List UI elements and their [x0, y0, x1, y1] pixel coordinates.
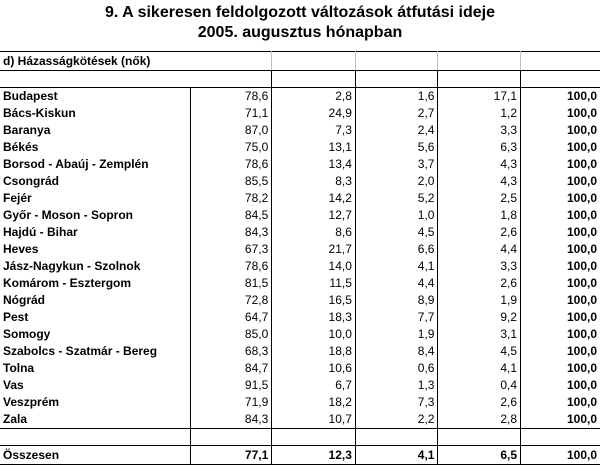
- value-col-3: 8,4: [355, 343, 438, 360]
- value-col-2: 24,9: [272, 105, 356, 122]
- county-name: Budapest: [0, 88, 190, 106]
- value-col-2: 12,7: [272, 207, 356, 224]
- value-col-1: 84,3: [190, 411, 272, 429]
- table-row: [0, 190, 600, 207]
- value-col-3: 1,3: [355, 377, 438, 394]
- value-col-1: 67,3: [190, 241, 272, 258]
- value-col-1: 71,9: [190, 394, 272, 411]
- value-col-1: 84,5: [190, 207, 272, 224]
- value-col-3: 3,7: [355, 156, 438, 173]
- county-name: Zala: [0, 411, 190, 429]
- value-col-2: 2,8: [272, 88, 356, 106]
- blank-cell: [521, 71, 600, 88]
- value-col-4: 1,8: [438, 207, 521, 224]
- summary-value-col-1: 77,1: [190, 446, 272, 465]
- value-col-2: 18,2: [272, 394, 356, 411]
- value-col-3: 2,0: [355, 173, 438, 190]
- value-col-3: 4,1: [355, 258, 438, 275]
- value-col-1: 84,3: [190, 224, 272, 241]
- value-col-2: 13,4: [272, 156, 356, 173]
- value-col-4: 4,3: [438, 156, 521, 173]
- county-name: Heves: [0, 241, 190, 258]
- value-col-3: 7,7: [355, 309, 438, 326]
- county-name: Somogy: [0, 326, 190, 343]
- county-name: Borsod - Abaúj - Zemplén: [0, 156, 190, 173]
- total-value: 100,0: [566, 395, 597, 409]
- spacer-cell: [190, 429, 272, 446]
- value-col-1: 78,2: [190, 190, 272, 207]
- value-col-3: 6,6: [355, 241, 438, 258]
- value-col-2: 8,6: [272, 224, 356, 241]
- value-col-1: 91,5: [190, 377, 272, 394]
- total-value: 100,0: [566, 310, 597, 324]
- value-col-1: 75,0: [190, 139, 272, 156]
- total-value: 100,0: [566, 242, 597, 256]
- value-col-4: 4,1: [438, 360, 521, 377]
- county-name: Baranya: [0, 122, 190, 139]
- table-row: [0, 88, 600, 106]
- table-row: [0, 139, 600, 156]
- total-value: 100,0: [521, 411, 600, 429]
- value-col-1: 78,6: [190, 258, 272, 275]
- county-name: Komárom - Esztergom: [0, 275, 190, 292]
- value-col-4: 3,3: [438, 122, 521, 139]
- blank-cell: [438, 71, 521, 88]
- value-col-3: 0,6: [355, 360, 438, 377]
- value-col-4: 2,8: [438, 411, 521, 429]
- value-col-1: 84,7: [190, 360, 272, 377]
- total-value: 100,0: [566, 344, 597, 358]
- county-name: Bács-Kiskun: [0, 105, 190, 122]
- county-name: Szabolcs - Szatmár - Bereg: [0, 343, 190, 360]
- county-name: Pest: [0, 309, 190, 326]
- value-col-4: 6,3: [438, 139, 521, 156]
- value-col-1: 64,7: [190, 309, 272, 326]
- blank-cell: [355, 71, 438, 88]
- table-row: [0, 292, 600, 309]
- value-col-2: 11,5: [272, 275, 356, 292]
- value-col-3: 5,2: [355, 190, 438, 207]
- value-col-2: 7,3: [272, 122, 356, 139]
- county-name: Jász-Nagykun - Szolnok: [0, 258, 190, 275]
- value-col-4: 0,4: [438, 377, 521, 394]
- value-col-2: 14,0: [272, 258, 356, 275]
- value-col-2: 10,0: [272, 326, 356, 343]
- blank-cell: [0, 71, 190, 88]
- header-cell: [190, 52, 272, 71]
- total-value: 100,0: [566, 225, 597, 239]
- county-name: Győr - Moson - Sopron: [0, 207, 190, 224]
- total-value: 100,0: [566, 89, 597, 103]
- spacer-cell: [272, 429, 356, 446]
- summary-value-col-2: 12,3: [272, 446, 356, 465]
- value-col-4: 17,1: [438, 88, 521, 106]
- county-name: Békés: [0, 139, 190, 156]
- spacer-cell: [0, 429, 190, 446]
- table-body: [0, 52, 600, 465]
- summary-total-value: 100,0: [521, 446, 600, 465]
- total-value: 100,0: [566, 327, 597, 341]
- total-value: 100,0: [566, 276, 597, 290]
- table-row: [0, 173, 600, 190]
- county-name: Veszprém: [0, 394, 190, 411]
- table-row: [0, 207, 600, 224]
- header-cell: [438, 52, 521, 71]
- blank-cell: [190, 71, 272, 88]
- value-col-2: 16,5: [272, 292, 356, 309]
- table-row: [0, 156, 600, 173]
- header-cell: [355, 52, 438, 71]
- blank-row: [0, 71, 600, 88]
- value-col-2: 8,3: [272, 173, 356, 190]
- value-col-1: 68,3: [190, 343, 272, 360]
- value-col-1: 85,0: [190, 326, 272, 343]
- value-col-3: 5,6: [355, 139, 438, 156]
- summary-value-col-3: 4,1: [355, 446, 438, 465]
- county-name: Nógrád: [0, 292, 190, 309]
- total-value: 100,0: [566, 157, 597, 171]
- value-col-1: 85,5: [190, 173, 272, 190]
- value-col-2: 18,8: [272, 343, 356, 360]
- value-col-4: 9,2: [438, 309, 521, 326]
- table-row: [0, 377, 600, 394]
- total-value: 100,0: [566, 174, 597, 188]
- value-col-2: 6,7: [272, 377, 356, 394]
- table-row: [0, 309, 600, 326]
- value-col-4: 3,3: [438, 258, 521, 275]
- table-row: [0, 275, 600, 292]
- value-col-4: 2,5: [438, 190, 521, 207]
- blank-cell: [272, 71, 356, 88]
- table-row: [0, 360, 600, 377]
- county-name: Vas: [0, 377, 190, 394]
- value-col-4: 1,9: [438, 292, 521, 309]
- value-col-3: 2,4: [355, 122, 438, 139]
- total-value: 100,0: [566, 361, 597, 375]
- value-col-4: 2,6: [438, 394, 521, 411]
- section-label: d) Házasságkötések (nők): [0, 52, 190, 71]
- county-name: Csongrád: [0, 173, 190, 190]
- value-col-4: 4,4: [438, 241, 521, 258]
- value-col-1: 78,6: [190, 156, 272, 173]
- value-col-3: 1,6: [355, 88, 438, 106]
- county-name: Tolna: [0, 360, 190, 377]
- report-title-line-2: 2005. augusztus hónapban: [197, 24, 403, 41]
- table-row: [0, 411, 600, 429]
- spacer-cell: [438, 429, 521, 446]
- value-col-3: 1,9: [355, 326, 438, 343]
- header-cell: [272, 52, 356, 71]
- table-row: [0, 258, 600, 275]
- section-header-row: [0, 52, 600, 71]
- county-name: Hajdú - Bihar: [0, 224, 190, 241]
- total-value: 100,0: [566, 293, 597, 307]
- value-col-2: 13,1: [272, 139, 356, 156]
- value-col-1: 72,8: [190, 292, 272, 309]
- table-row: [0, 241, 600, 258]
- header-cell: [521, 52, 600, 71]
- value-col-1: 87,0: [190, 122, 272, 139]
- summary-row: [0, 446, 600, 465]
- county-name: Fejér: [0, 190, 190, 207]
- table-row: [0, 105, 600, 122]
- table-row: [0, 122, 600, 139]
- value-col-4: 3,1: [438, 326, 521, 343]
- report-title-line-1: 9. A sikeresen feldolgozott változások átfutási ideje: [104, 4, 496, 21]
- value-col-3: 4,5: [355, 224, 438, 241]
- value-col-1: 78,6: [190, 88, 272, 106]
- value-col-1: 81,5: [190, 275, 272, 292]
- value-col-4: 2,6: [438, 275, 521, 292]
- value-col-2: 10,7: [272, 411, 356, 429]
- total-value: 100,0: [566, 259, 597, 273]
- value-col-2: 21,7: [272, 241, 356, 258]
- duration-table: [0, 51, 600, 465]
- value-col-3: 7,3: [355, 394, 438, 411]
- table-row: [0, 343, 600, 360]
- value-col-4: 4,5: [438, 343, 521, 360]
- value-col-3: 2,7: [355, 105, 438, 122]
- value-col-3: 8,9: [355, 292, 438, 309]
- value-col-4: 2,6: [438, 224, 521, 241]
- table-row: [0, 394, 600, 411]
- table-row: [0, 326, 600, 343]
- table-row: [0, 224, 600, 241]
- value-col-2: 10,6: [272, 360, 356, 377]
- total-value: 100,0: [566, 140, 597, 154]
- total-value: 100,0: [566, 123, 597, 137]
- total-value: 100,0: [566, 191, 597, 205]
- summary-value-col-4: 6,5: [438, 446, 521, 465]
- total-value: 100,0: [566, 208, 597, 222]
- value-col-3: 4,4: [355, 275, 438, 292]
- total-value: 100,0: [566, 106, 597, 120]
- value-col-3: 1,0: [355, 207, 438, 224]
- value-col-2: 18,3: [272, 309, 356, 326]
- spacer-row: [0, 429, 600, 446]
- spacer-cell: [355, 429, 438, 446]
- value-col-2: 14,2: [272, 190, 356, 207]
- spacer-cell: [521, 429, 600, 446]
- summary-label: Összesen: [0, 446, 190, 465]
- value-col-3: 2,2: [355, 411, 438, 429]
- value-col-1: 71,1: [190, 105, 272, 122]
- value-col-4: 1,2: [438, 105, 521, 122]
- total-value: 100,0: [566, 378, 597, 392]
- value-col-4: 4,3: [438, 173, 521, 190]
